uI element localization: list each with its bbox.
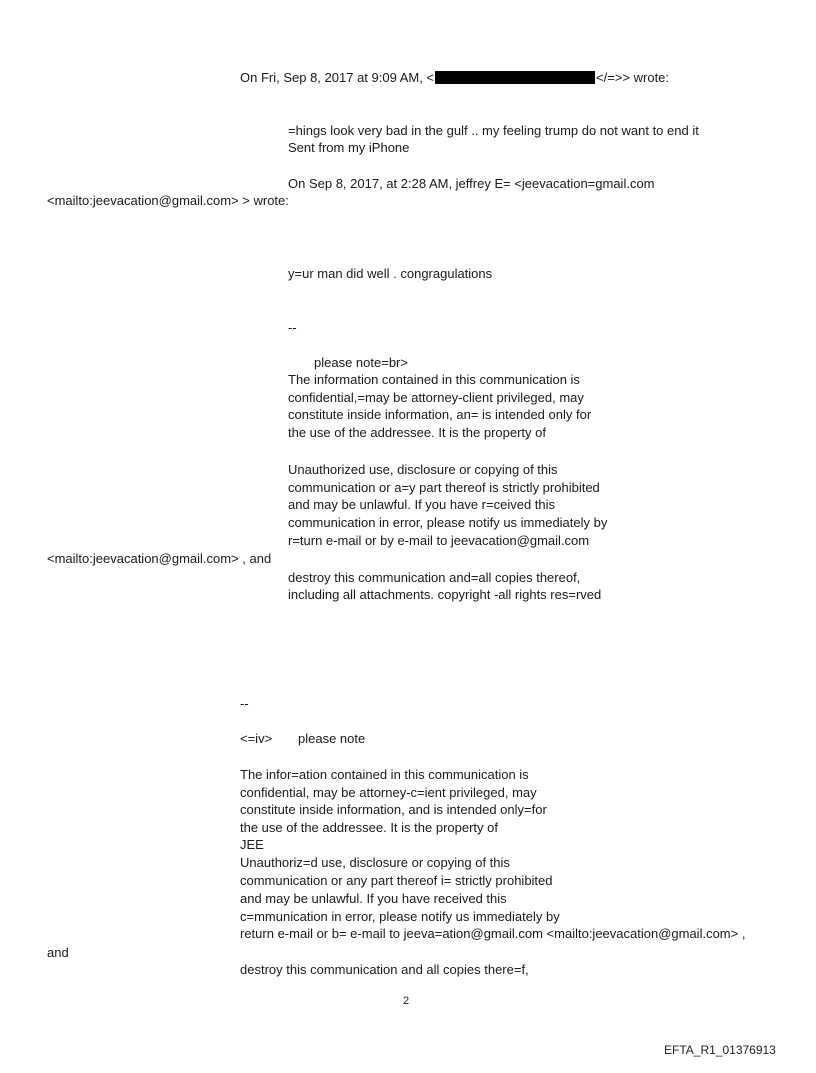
signature-note: please note — [298, 731, 366, 746]
quoted-header-line: <mailto:jeevacation@gmail.com> > wrote: — [47, 193, 289, 208]
signature-line: including all attachments. copyright -all rights res=rved — [288, 587, 602, 602]
signature-line: Unauthorized use, disclosure or copying of this — [288, 462, 558, 477]
signature-line: the use of the addressee. It is the property of — [240, 820, 498, 835]
quoted-message: y=ur man did well . congragulations — [288, 266, 493, 281]
signature-line: and may be unlawful. If you have r=ceived this — [288, 497, 556, 512]
signature-dash: -- — [240, 696, 249, 711]
page-number: 2 — [403, 995, 410, 1007]
redaction-bar — [435, 71, 595, 84]
signature-line: communication or any part thereof i= strictly prohibited — [240, 873, 553, 888]
signature-line: destroy this communication and=all copies thereof, — [288, 570, 581, 585]
reply-body-line: Sent from my iPhone — [288, 140, 410, 155]
signature-line: communication or a=y part thereof is strictly prohibited — [288, 480, 600, 495]
signature-and: and — [47, 945, 69, 960]
signature-line: communication in error, please notify us immediately by — [288, 515, 608, 530]
signature-line: and may be unlawful. If you have received this — [240, 891, 507, 906]
signature-dash: -- — [288, 320, 297, 335]
document-id: EFTA_R1_01376913 — [664, 1043, 776, 1057]
signature-line: destroy this communication and all copies there=f, — [240, 962, 529, 977]
signature-line: constitute inside information, an= is intended only for — [288, 407, 592, 422]
signature-note: please note=br> — [314, 355, 408, 370]
signature-line: The infor=ation contained in this communication is — [240, 767, 529, 782]
quoted-header-line: On Sep 8, 2017, at 2:28 AM, jeffrey E= <jeevacation=gmail.com — [288, 176, 655, 191]
signature-line: c=mmunication in error, please notify us immediately by — [240, 909, 560, 924]
signature-line: The information contained in this communication is — [288, 372, 580, 387]
reply-body-line: =hings look very bad in the gulf .. my feeling trump do not want to end it — [288, 123, 699, 138]
signature-line: r=turn e-mail or by e-mail to jeevacation@gmail.com — [288, 533, 590, 548]
signature-line: constitute inside information, and is intended only=for — [240, 802, 547, 817]
signature-line: return e-mail or b= e-mail to jeeva=ation@gmail.com <mailto:jeevacation@gmail.com> , — [240, 926, 746, 941]
signature-line: confidential, may be attorney-c=ient privileged, may — [240, 785, 537, 800]
signature-line: Unauthoriz=d use, disclosure or copying of this — [240, 855, 510, 870]
reply-header-prefix: On Fri, Sep 8, 2017 at 9:09 AM, < — [240, 70, 435, 85]
reply-header-suffix: </=>> wrote: — [596, 70, 670, 85]
mailto-link[interactable]: <mailto:jeevacation@gmail.com> , and — [47, 551, 272, 566]
signature-line: JEE — [240, 837, 264, 852]
div-tag: <=iv> — [240, 731, 273, 746]
signature-line: the use of the addressee. It is the property of — [288, 425, 546, 440]
reply-header — [240, 69, 669, 86]
signature-line: confidential,=may be attorney-client privileged, may — [288, 390, 584, 405]
